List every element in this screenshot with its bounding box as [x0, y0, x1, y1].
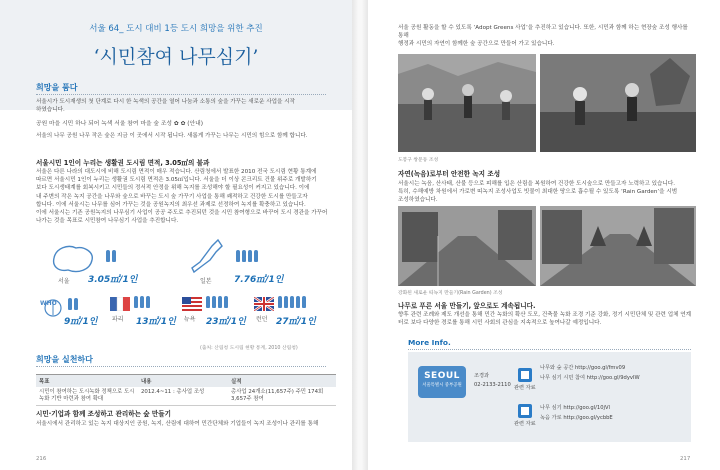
column-header: 목표 [36, 375, 138, 388]
info-link[interactable]: 나무와 숲 공간 http://goo.gl/fmv09 [540, 365, 626, 371]
tree-icon [112, 250, 116, 262]
stat-city: 일본 [200, 278, 212, 285]
greenspace-comparison [40, 236, 325, 340]
photo-street-rain-garden-2 [540, 206, 696, 286]
contact-department: 조경과 [474, 373, 490, 379]
tree-icon [254, 250, 258, 262]
japan-map-icon [188, 238, 228, 280]
usa-flag-icon [182, 296, 202, 315]
seoul-logo: SEOUL 서울특별시 중부공원 [418, 366, 466, 398]
tree-icon [74, 298, 78, 310]
tree-icon [242, 250, 246, 262]
paragraph-3: 서울은 다른 나라의 대도시에 비해 도시림 면적이 매우 적습니다. 산림청에서 발표한 2010 전국 도시림 현황 통계에 따르면 서울시민 1인이 누리는 생활권 도시림 면적은 3.05㎡입니다. 서울을 더 이상 콘크리트 건물 위주로 개발하기 보다 도시생태계를 회복시키고 시민들의 정서적 안정을 위해 녹지를 조성해야 할 필요성이 커지고 있습니다. 이에 내 주변의 작은 녹지 공간을 나무와 숲으로 바꾸는 도시 숲 가꾸기 사업을 통해 쾌적하고 건강한 도시를 만들고자 합니다. 이에 서울시는 나무를 심어 가꾸는 것을 공원녹지의 최우선 과제로 선정하여 녹지를 확충하고 있습니다. 이에 서울시는 기존 공원녹지의 나무심기 사업이 공공 주도로 추진되던 것을 시민 참여형으로 바꾸어 도시 경관을 가꾸어 나가는 것을 목표로 시민참여 나무심기 사업을 추진합니다. [36, 169, 328, 225]
tree-icon [106, 250, 110, 262]
qr-label: 관련 자료 [514, 421, 536, 427]
stats-source: (출처: 산림청 도시림 현황 통계, 2010 산림청) [200, 346, 298, 351]
tree-icon [212, 296, 216, 308]
section-title-1: 희망을 품다 [36, 83, 78, 92]
tree-icon [206, 296, 210, 308]
page-number: 217 [680, 456, 691, 462]
stat-value: 7.76㎡/1인 [234, 275, 284, 285]
qr-label: 관련 자료 [514, 385, 536, 391]
france-flag-icon [110, 296, 130, 315]
stat-value: 13㎡/1인 [136, 317, 176, 327]
tree-icon [68, 298, 72, 310]
divider [408, 349, 691, 350]
contact-phone: 02-2133-2110 [474, 382, 511, 388]
quote: 공원 마을 시민 하나 되어 녹색 서울 참여 마을 숲 조성 ✿ ✿ (안내) [36, 121, 203, 127]
tree-icon [140, 296, 144, 308]
stat-value: 3.05㎡/1인 [88, 275, 138, 285]
tree-icon [296, 296, 300, 308]
table-row [36, 387, 336, 406]
tree-icon [218, 296, 222, 308]
column-header: 실적 [228, 375, 336, 388]
more-info-box [408, 352, 691, 442]
tree-icon [290, 296, 294, 308]
photo-tree-planting-1 [398, 54, 536, 152]
subheading-3: 자연(녹음)로부터 안전한 녹지 조성 [398, 170, 501, 178]
uk-flag-icon [254, 296, 274, 315]
more-info-title: More Info. [408, 338, 451, 347]
stat-city: 뉴욕 [184, 316, 196, 323]
table-cell: 총사업 24개소(11,657주) 주민 174회 3,657주 참여 [228, 387, 336, 406]
paragraph-1: 서울시가 도시재생의 첫 단계로 다시 한 녹색의 공간을 열어 나눔과 소통의 숲을 가꾸는 새로운 사업을 시작 하였습니다. [36, 99, 296, 114]
photo-caption-2: 강화된 새로운 띠녹지 만들기(Rain Garden) 조성 [398, 291, 503, 296]
stat-city: 서울 [58, 278, 70, 285]
divider [36, 94, 326, 95]
stat-value: 9㎡/1인 [64, 317, 98, 327]
stat-city: 파리 [112, 316, 124, 323]
tree-icon [284, 296, 288, 308]
tree-icon [224, 296, 228, 308]
stat-value: 27㎡/1인 [276, 317, 316, 327]
left-page [0, 0, 352, 470]
page-gutter [352, 0, 368, 470]
table-cell: 2012.4~11 : 총사업 조성 [138, 387, 228, 406]
qr-code-icon[interactable] [518, 404, 532, 418]
page-number: 216 [36, 456, 47, 462]
paragraph-6: 서울시는 녹음, 산사태, 산불 등으로 피해를 입은 산림을 복원하여 건강한 도시숲으로 만들고자 노력하고 있습니다. 특히, 수해예방 차원에서 가로변 띠녹지 조성사업도 빗물이 최대한 땅으로 흡수될 수 있도록 ‘Rain Garden’을 시범 조성하였습니다. [398, 181, 678, 204]
stat-city: 런던 [256, 316, 268, 323]
tree-icon [302, 296, 306, 308]
info-link[interactable]: 녹음 가로 http://goo.gl/ycbbE [540, 415, 613, 421]
headline: ‘시민참여 나무심기’ [93, 46, 259, 68]
section-title-2: 희망을 실천하다 [36, 355, 93, 364]
paragraph-7: 향후 관련 조례와 제도 개선을 통해 민간 녹화의 확산 도모, 건축물 녹화 조경 기준 강화, 정기 시민단체 및 관련 업체 연계 터로 보다 다양한 경로를 통해 시민 사회의 관심을 지속적으로 높여나갈 예정입니다. [398, 312, 692, 327]
tree-icon [236, 250, 240, 262]
table-cell: 시민이 참여하는 도시녹화 정책으로 도시녹화 기반 마련과 참여 확대 [36, 387, 138, 406]
stat-value: 23㎡/1인 [206, 317, 246, 327]
tree-icon [278, 296, 282, 308]
subheading-4: 나무로 푸른 서울 만들기, 앞으로도 계속됩니다. [398, 302, 536, 310]
qr-code-icon[interactable] [518, 368, 532, 382]
photo-tree-planting-2 [540, 54, 696, 152]
tree-icon [134, 296, 138, 308]
info-link[interactable]: 나무 심기 http://goo.gl/10jVl [540, 405, 610, 411]
tree-icon [248, 250, 252, 262]
subheading-2: 시민·기업과 함께 조성하고 관리하는 숲 만들기 [36, 410, 172, 418]
table-header-row [36, 375, 336, 388]
paragraph-5: 서울 공원 활동을 할 수 있도록 ‘Adopt Greens 사업’을 추진하고 있습니다. 또한, 시민과 함께 하는 현장숲 조성 행사를 통해 행정과 시민의 자연이 함께한 숲 공간으로 만들어 가고 있습니다. [398, 25, 688, 48]
plan-table [36, 374, 336, 406]
kicker: 서울 64_ 도시 대비 1등 도시 희망을 위한 추진 [89, 24, 263, 34]
subheading-1: 서울시민 1인이 누리는 생활권 도시림 면적, 3.05㎡의 불과 [36, 159, 210, 167]
tree-icon [146, 296, 150, 308]
info-link[interactable]: 나무 심기 시민 참여 http://goo.gl/9dyvIW [540, 375, 640, 381]
stat-city: WHO [40, 300, 57, 307]
photo-caption-1: 도봉구 쌍문동 조성 [398, 158, 439, 163]
paragraph-4: 서울시에서 관리하고 있는 녹지 대상지인 공원, 녹지, 산림에 대하여 민간단체와 기업들이 녹지 조성이나 관리를 통해 [36, 421, 319, 427]
divider [36, 366, 326, 367]
column-header: 내용 [138, 375, 228, 388]
paragraph-2: 서울의 나무 공원 나무 작은 숲은 지금 이 곳에서 시작 됩니다. 새롭게 가꾸는 나무는 시민의 힘으로 함께 합니다. [36, 133, 308, 139]
photo-street-rain-garden-1 [398, 206, 536, 286]
